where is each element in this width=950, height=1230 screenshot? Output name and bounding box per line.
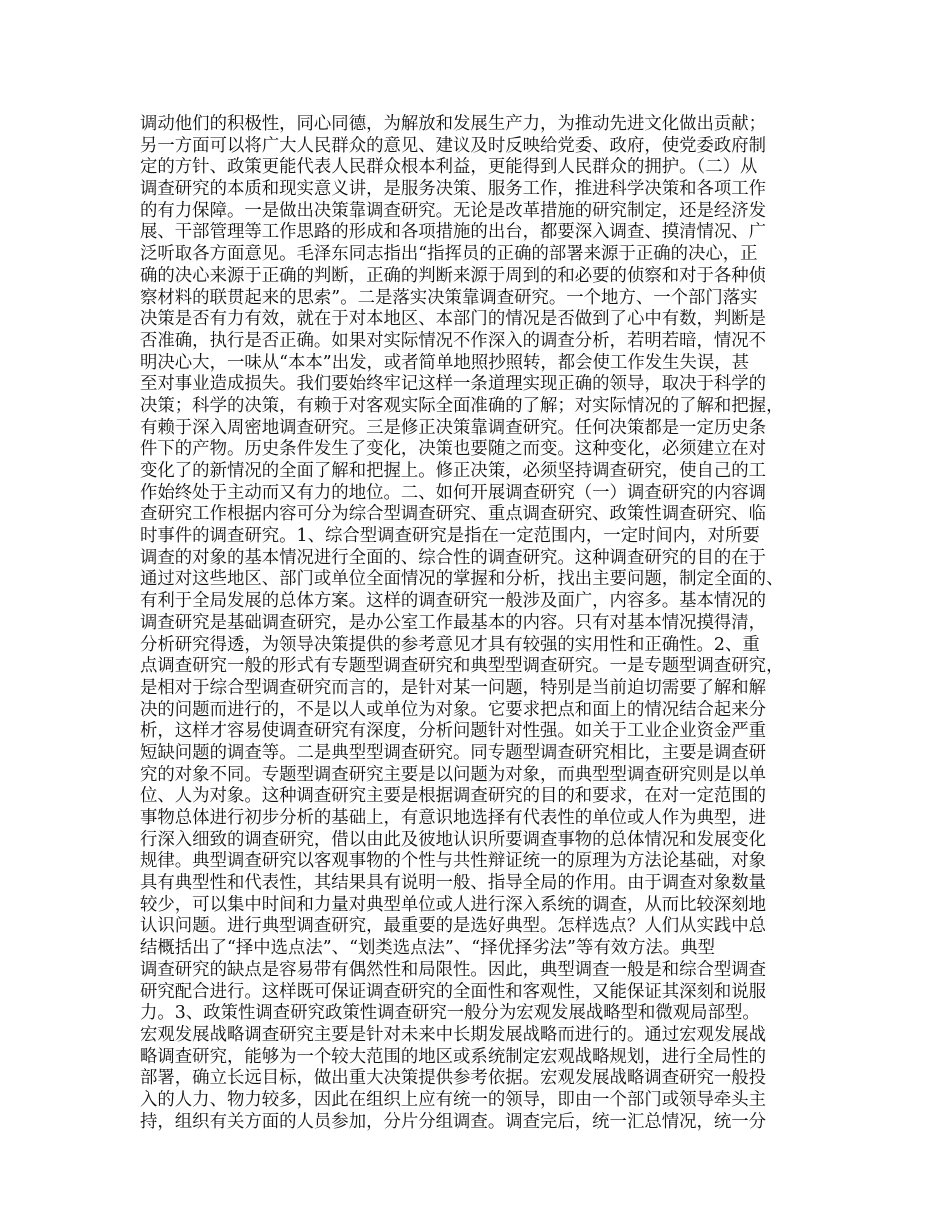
text-line: 决策；科学的决策，有赖于对客观实际全面准确的了解；对实际情况的了解和把握， xyxy=(140,395,784,416)
text-line: 调查研究是基础调查研究，是办公室工作最基本的内容。只有对基本情况摸得清， xyxy=(140,612,767,633)
text-line: 是相对于综合型调查研究而言的，是针对某一问题，特别是当前迫切需要了解和解 xyxy=(140,677,767,698)
text-line: 究的对象不同。专题型调查研究主要是以问题为对象，而典型型调查研究则是以单 xyxy=(140,764,767,785)
text-line: 分析研究得透，为领导决策提供的参考意见才具有较强的实用性和正确性。2、重 xyxy=(140,634,760,655)
text-line: 有利于全局发展的总体方案。这样的调查研究一般涉及面广，内容多。基本情况的 xyxy=(140,591,767,612)
text-line: 力。3、政策性调查研究政策性调查研究一般分为宏观发展战略型和微观局部型。 xyxy=(140,1003,760,1024)
text-line: 的有力保障。一是做出决策靠调查研究。无论是改革措施的研究制定，还是经济发 xyxy=(140,200,767,221)
text-line: 调查的对象的基本情况进行全面的、综合性的调查研究。这种调查研究的目的在于 xyxy=(140,547,767,568)
text-line: 作始终处于主动而又有力的地位。二、如何开展调查研究（一）调查研究的内容调 xyxy=(140,482,767,503)
text-line: 查研究工作根据内容可分为综合型调查研究、重点调查研究、政策性调查研究、临 xyxy=(140,504,767,525)
text-line: 至对事业造成损失。我们要始终牢记这样一条道理实现正确的领导，取决于科学的 xyxy=(140,374,767,395)
text-line: 短缺问题的调查等。二是典型型调查研究。同专题型调查研究相比，主要是调查研 xyxy=(140,742,767,763)
text-line: 认识问题。进行典型调查研究，最重要的是选好典型。怎样选点？人们从实践中总 xyxy=(140,916,767,937)
text-line: 行深入细致的调查研究，借以由此及彼地认识所要调查事物的总体情况和发展变化 xyxy=(140,829,767,850)
text-line: 定的方针、政策更能代表人民群众根本利益，更能得到人民群众的拥护。（二）从 xyxy=(140,157,758,178)
text-line: 宏观发展战略调查研究主要是针对未来中长期发展战略而进行的。通过宏观发展战 xyxy=(140,1024,767,1045)
body-text xyxy=(140,114,830,1133)
text-line: 决的问题而进行的，不是以人或单位为对象。它要求把点和面上的情况结合起来分 xyxy=(140,699,767,720)
text-line: 调查研究的缺点是容易带有偶然性和局限性。因此，典型调查一般是和综合型调查 xyxy=(140,959,767,980)
text-line: 变化了的新情况的全面了解和把握上。修正决策，必须坚持调查研究，使自己的工 xyxy=(140,461,767,481)
text-line: 位、人为对象。这种调查研究主要是根据调查研究的目的和要求，在对一定范围的 xyxy=(140,786,767,807)
text-line: 确的决心来源于正确的判断，正确的判断来源于周到的和必要的侦察和对于各种侦 xyxy=(140,265,767,286)
text-line: 否准确，执行是否正确。如果对实际情况不作深入的调查分析，若明若暗，情况不 xyxy=(140,330,767,351)
text-line: 析，这样才容易使调查研究有深度，分析问题针对性强。如关于工业企业资金严重 xyxy=(140,721,767,742)
text-line: 件下的产物。历史条件发生了变化，决策也要随之而变。这种变化，必须建立在对 xyxy=(140,439,767,460)
text-line: 持，组织有关方面的人员参加，分片分组调查。调查完后，统一汇总情况，统一分 xyxy=(140,1111,767,1132)
text-line: 泛听取各方面意见。毛泽东同志指出“指挥员的正确的部署来源于正确的决心，正 xyxy=(140,244,758,265)
text-line: 部署，确立长远目标，做出重大决策提供参考依据。宏观发展战略调查研究一般投 xyxy=(140,1068,767,1089)
text-line: 规律。典型调查研究以客观事物的个性与共性辩证统一的原理为方法论基础，对象 xyxy=(140,851,767,872)
text-line: 点调查研究一般的形式有专题型调查研究和典型型调查研究。一是专题型调查研究， xyxy=(140,656,784,677)
text-line: 入的人力、物力较多，因此在组织上应有统一的领导，即由一个部门或领导牵头主 xyxy=(140,1089,767,1110)
text-line: 时事件的调查研究。1、综合型调查研究是指在一定范围内，一定时间内，对所要 xyxy=(140,526,760,547)
text-line: 事物总体进行初步分析的基础上，有意识地选择有代表性的单位或人作为典型，进 xyxy=(140,808,767,828)
text-line: 通过对这些地区、部门或单位全面情况的掌握和分析，找出主要问题，制定全面的、 xyxy=(140,569,784,590)
text-line: 调动他们的积极性，同心同德，为解放和发展生产力，为推动先进文化做出贡献； xyxy=(140,114,767,134)
text-line: 明决心大，一味从“本本”出发，或者简单地照抄照转，都会使工作发生失误，甚 xyxy=(140,352,750,373)
text-line: 另一方面可以将广大人民群众的意见、建议及时反映给党委、政府，使党委政府制 xyxy=(140,135,767,156)
text-line: 调查研究的本质和现实意义讲，是服务决策、服务工作，推进科学决策和各项工作 xyxy=(140,179,767,200)
text-line: 较少，可以集中时间和力量对典型单位或人进行深入系统的调查，从而比较深刻地 xyxy=(140,894,767,915)
text-line: 具有典型性和代表性，其结果具有说明一般、指导全局的作用。由于调查对象数量 xyxy=(140,873,767,894)
text-line: 略调查研究，能够为一个较大范围的地区或系统制定宏观战略规划，进行全局性的 xyxy=(140,1046,767,1067)
text-line: 察材料的联贯起来的思索”。二是落实决策靠调查研究。一个地方、一个部门落实 xyxy=(140,287,758,308)
text-line: 结概括出了“择中选点法”、“划类选点法”、“择优择劣法”等有效方法。典型 xyxy=(140,938,716,959)
text-line: 研究配合进行。这样既可保证调查研究的全面性和客观性，又能保证其深刻和说服 xyxy=(140,981,767,1002)
text-line: 有赖于深入周密地调查研究。三是修正决策靠调查研究。任何决策都是一定历史条 xyxy=(140,417,767,438)
text-line: 展、干部管理等工作思路的形成和各项措施的出台，都要深入调查、摸清情况、广 xyxy=(140,222,767,243)
text-line: 决策是否有力有效，就在于对本地区、本部门的情况是否做到了心中有数，判断是 xyxy=(140,309,767,330)
